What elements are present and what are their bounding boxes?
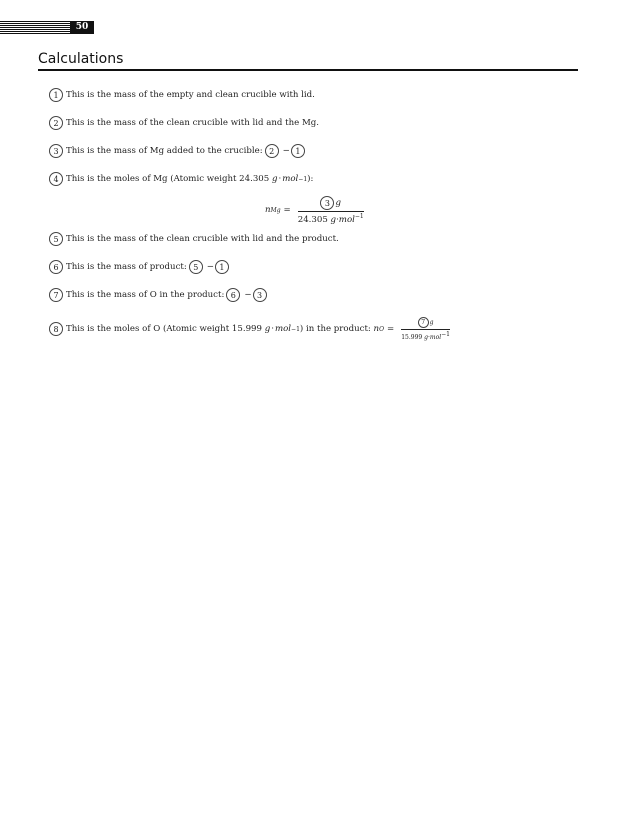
unit-g: g [264,324,271,334]
step-4 [49,171,313,187]
ref-b: 1 [215,260,229,274]
step-text: This is the mass of the empty and clean crucible with lid. [66,90,315,100]
section-title: Calculations [38,51,124,67]
dot-operator: · [271,324,274,334]
step-text: This is the mass of O in the product: [66,290,225,300]
ref-a: 2 [265,144,279,158]
denominator-g: g [330,214,337,225]
denominator [401,329,450,341]
step-number: 4 [49,172,63,186]
numerator [320,196,341,211]
unit-g: g [271,174,278,184]
step-text: This is the moles of Mg (Atomic weight 24.305 [66,174,270,184]
step-5 [49,231,339,247]
exponent: −1 [291,325,300,333]
step-number: 3 [49,144,63,158]
minus-operator: − [206,262,214,272]
dot-operator: · [278,174,282,184]
step-tail: ): [307,174,314,184]
minus-operator: − [282,146,290,156]
step-text: This is the mass of Mg added to the crucible: [66,146,263,156]
formula-n-mg [265,196,364,225]
step-number: 1 [49,88,63,102]
unit-mol: mol [282,174,299,184]
formula-lhs: n [265,205,271,216]
step-6 [49,259,232,275]
ref-b: 1 [291,144,305,158]
step-number: 6 [49,260,63,274]
denominator-dot: · [427,334,430,341]
formula-subscript: O [379,325,384,333]
fraction [298,196,364,225]
step-number: 7 [49,288,63,302]
numerator-unit: g [335,198,341,208]
numerator [418,317,434,329]
denominator-value: 15.999 [401,334,423,341]
step-8 [49,319,450,341]
formula-subscript: Mg [270,206,281,214]
equals-sign: = [283,205,291,216]
title-rule [38,69,578,71]
step-2 [49,115,319,131]
step-text: This is the mass of product: [66,262,187,272]
header-stripes [0,21,80,34]
denominator-mol: mol [338,214,355,225]
step-tail: ) in the product: [299,324,371,334]
equals-sign: = [387,324,395,334]
ref-a: 6 [226,288,240,302]
numerator-ref: 7 [418,317,429,328]
fraction [401,317,450,341]
step-text: This is the mass of the clean crucible with lid and the Mg. [66,118,319,128]
page-number: 50 [70,21,94,34]
ref-b: 3 [253,288,267,302]
denominator-dot: · [336,214,339,225]
step-number: 2 [49,116,63,130]
denominator-mol: mol [429,334,442,341]
step-text: This is the mass of the clean crucible with lid and the product. [66,234,339,244]
step-number: 8 [49,322,63,336]
numerator-unit: g [429,319,434,326]
numerator-ref: 3 [320,196,334,210]
denominator-g: g [424,334,428,341]
denominator-exp: −1 [354,213,364,220]
step-7 [49,287,270,303]
unit-mol: mol [274,324,292,334]
step-number: 5 [49,232,63,246]
step-text: This is the moles of O (Atomic weight 15.999 [66,324,262,334]
formula-lhs: n [373,324,380,334]
ref-a: 5 [189,260,203,274]
exponent: −1 [298,175,308,183]
step-1 [49,87,315,103]
step-3 [49,143,308,159]
minus-operator: − [244,290,252,300]
denominator-value: 24.305 [297,214,328,225]
denominator-exp: −1 [441,331,450,338]
denominator [298,211,364,225]
